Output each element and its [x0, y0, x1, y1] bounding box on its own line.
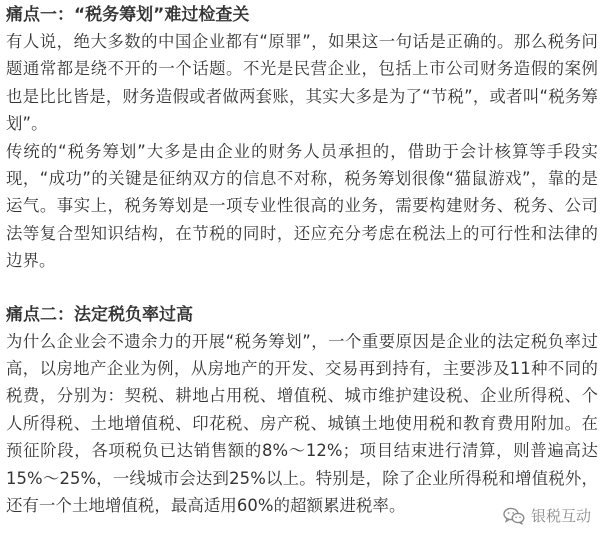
watermark: [499, 505, 591, 526]
watermark-text: 银税互动: [530, 507, 591, 525]
section-gap: [6, 275, 598, 302]
article: [6, 2, 598, 520]
wechat-icon: [503, 507, 525, 525]
section2-paragraph-1: 为什么企业会不遗余力的开展“税务筹划”，一个重要原因是企业的法定税负率过高，以房地产企业为例，从房地产的开发、交易再到持有，主要涉及11种不同的税费，分别为：契税、耕地占用税、增值税、城市维护建设税、企业所得税、个人所得税、土地增值税、印花税、房产税、城镇土地使用税和教育费用附加。在预征阶段，各项税负已达销售额的8%～12%；项目结束进行清算，则普遍高达15%～25%，一线城市会达到25%以上。特别是，除了企业所得税和增值税外，还有一个土地增值税，最高适用60%的超额累进税率。: [6, 331, 598, 516]
section1-paragraph-1: 有人说，绝大多数的中国企业都有“原罪”，如果这一句话是正确的。那么税务问题通常都是绕不开的一个话题。不光是民营企业，包括上市公司财务造假的案例也是比比皆是，财务造假或者做两套账，其实大多是为了“节税”，或者叫“税务筹划”。: [6, 32, 598, 134]
section2-heading: 痛点二：法定税负率过高: [6, 304, 193, 325]
section1-heading: 痛点一：“税务筹划”难过检查关: [6, 5, 250, 25]
section1-paragraph-2: 传统的“税务筹划”大多是由企业的财务人员承担的，借助于会计核算等手段实现，“成功”的关键是征纳双方的信息不对称，税务筹划很像“猫鼠游戏”，靠的是运气。事实上，税务筹划是一项专业性很高的业务，需要构建财务、税务、公司法等复合型知识结构，在节税的同时，还应充分考虑在税法上的可行性和法律的边界。: [6, 141, 598, 271]
